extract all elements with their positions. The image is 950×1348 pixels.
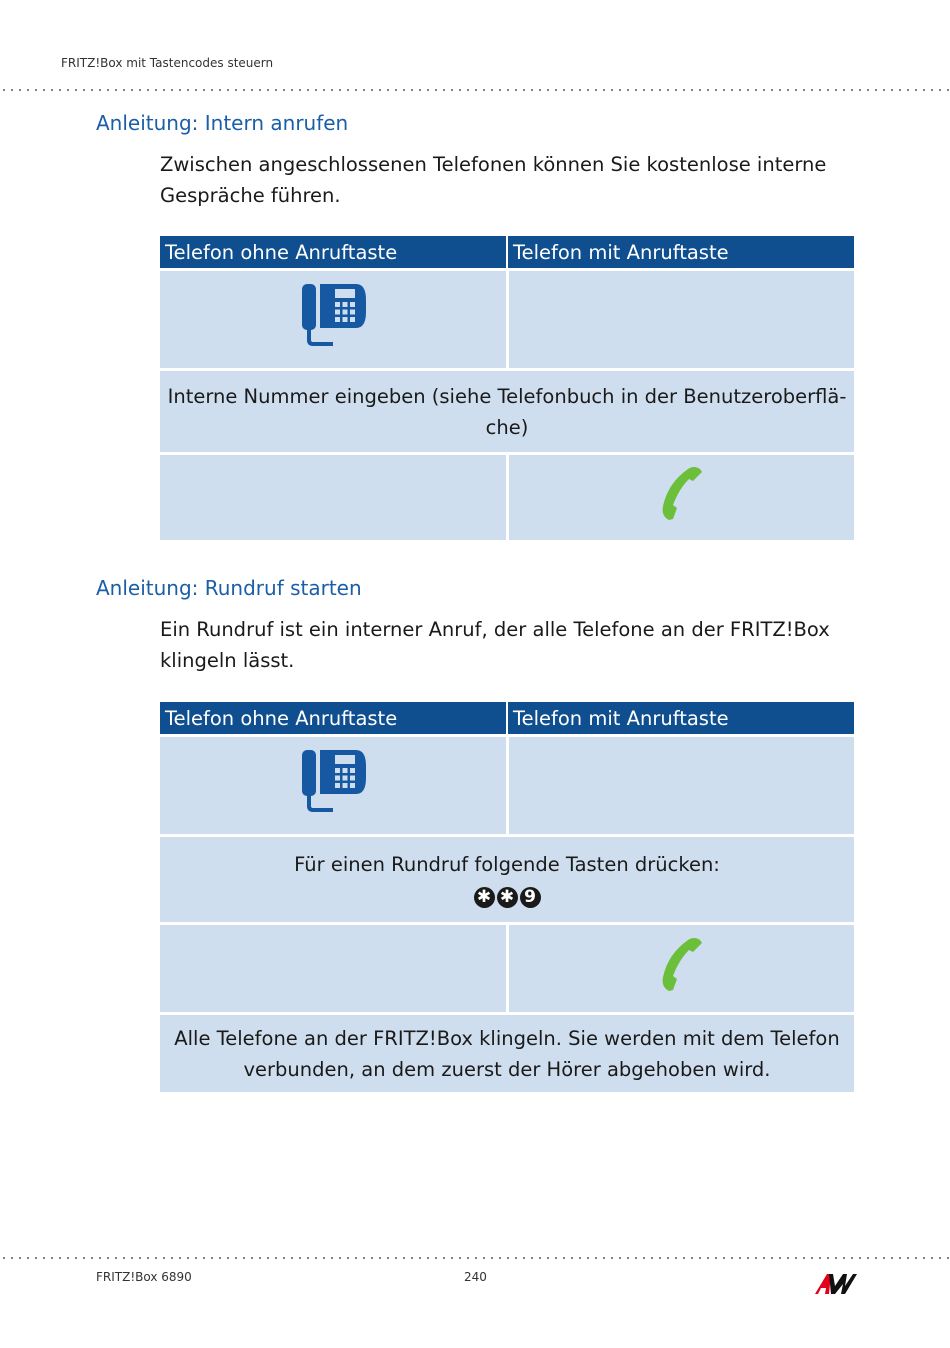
empty-cell bbox=[507, 736, 854, 836]
desk-phone-icon bbox=[160, 270, 507, 370]
instruction-table bbox=[160, 702, 854, 1095]
star-key-icon: ✱ bbox=[497, 887, 518, 908]
empty-cell bbox=[160, 924, 507, 1014]
key-sequence bbox=[474, 887, 541, 908]
star-key-icon: ✱ bbox=[474, 887, 495, 908]
column-header: Telefon ohne Anruftaste bbox=[160, 236, 507, 270]
paragraph: Ein Rundruf ist ein interner Anruf, der alle Telefone an der FRITZ!Box klingeln lässt. bbox=[160, 618, 830, 672]
empty-cell bbox=[507, 270, 854, 370]
section-heading: Anleitung: Intern anrufen bbox=[96, 111, 349, 135]
product-name: FRITZ!Box 6890 bbox=[96, 1270, 192, 1284]
empty-cell bbox=[160, 454, 507, 542]
instruction-text: Für einen Rundruf folgende Tasten drücken: bbox=[294, 852, 720, 876]
instruction-text: Interne Nummer eingeben (siehe Telefonbuch in der Benutzeroberflä-che) bbox=[160, 370, 854, 454]
desk-phone-icon bbox=[160, 736, 507, 836]
section-heading: Anleitung: Rundruf starten bbox=[96, 576, 362, 600]
divider bbox=[0, 1257, 950, 1259]
handset-icon bbox=[507, 924, 854, 1014]
handset-icon bbox=[507, 454, 854, 542]
column-header: Telefon mit Anruftaste bbox=[507, 702, 854, 736]
result-text: Alle Telefone an der FRITZ!Box klingeln. Sie werden mit dem Telefon verbunden, an dem zuerst der Hörer abgehoben wird. bbox=[160, 1014, 854, 1094]
column-header: Telefon ohne Anruftaste bbox=[160, 702, 507, 736]
paragraph: Zwischen angeschlossenen Telefonen können Sie kostenlose interne Gespräche führen. bbox=[160, 153, 827, 207]
page-number: 240 bbox=[464, 1270, 487, 1284]
instruction-cell bbox=[160, 836, 854, 924]
avm-logo bbox=[815, 1272, 859, 1296]
column-header: Telefon mit Anruftaste bbox=[507, 236, 854, 270]
instruction-table bbox=[160, 236, 854, 543]
running-title: FRITZ!Box mit Tastencodes steuern bbox=[61, 56, 274, 70]
nine-key-icon: 9 bbox=[520, 887, 541, 908]
divider bbox=[0, 89, 950, 91]
